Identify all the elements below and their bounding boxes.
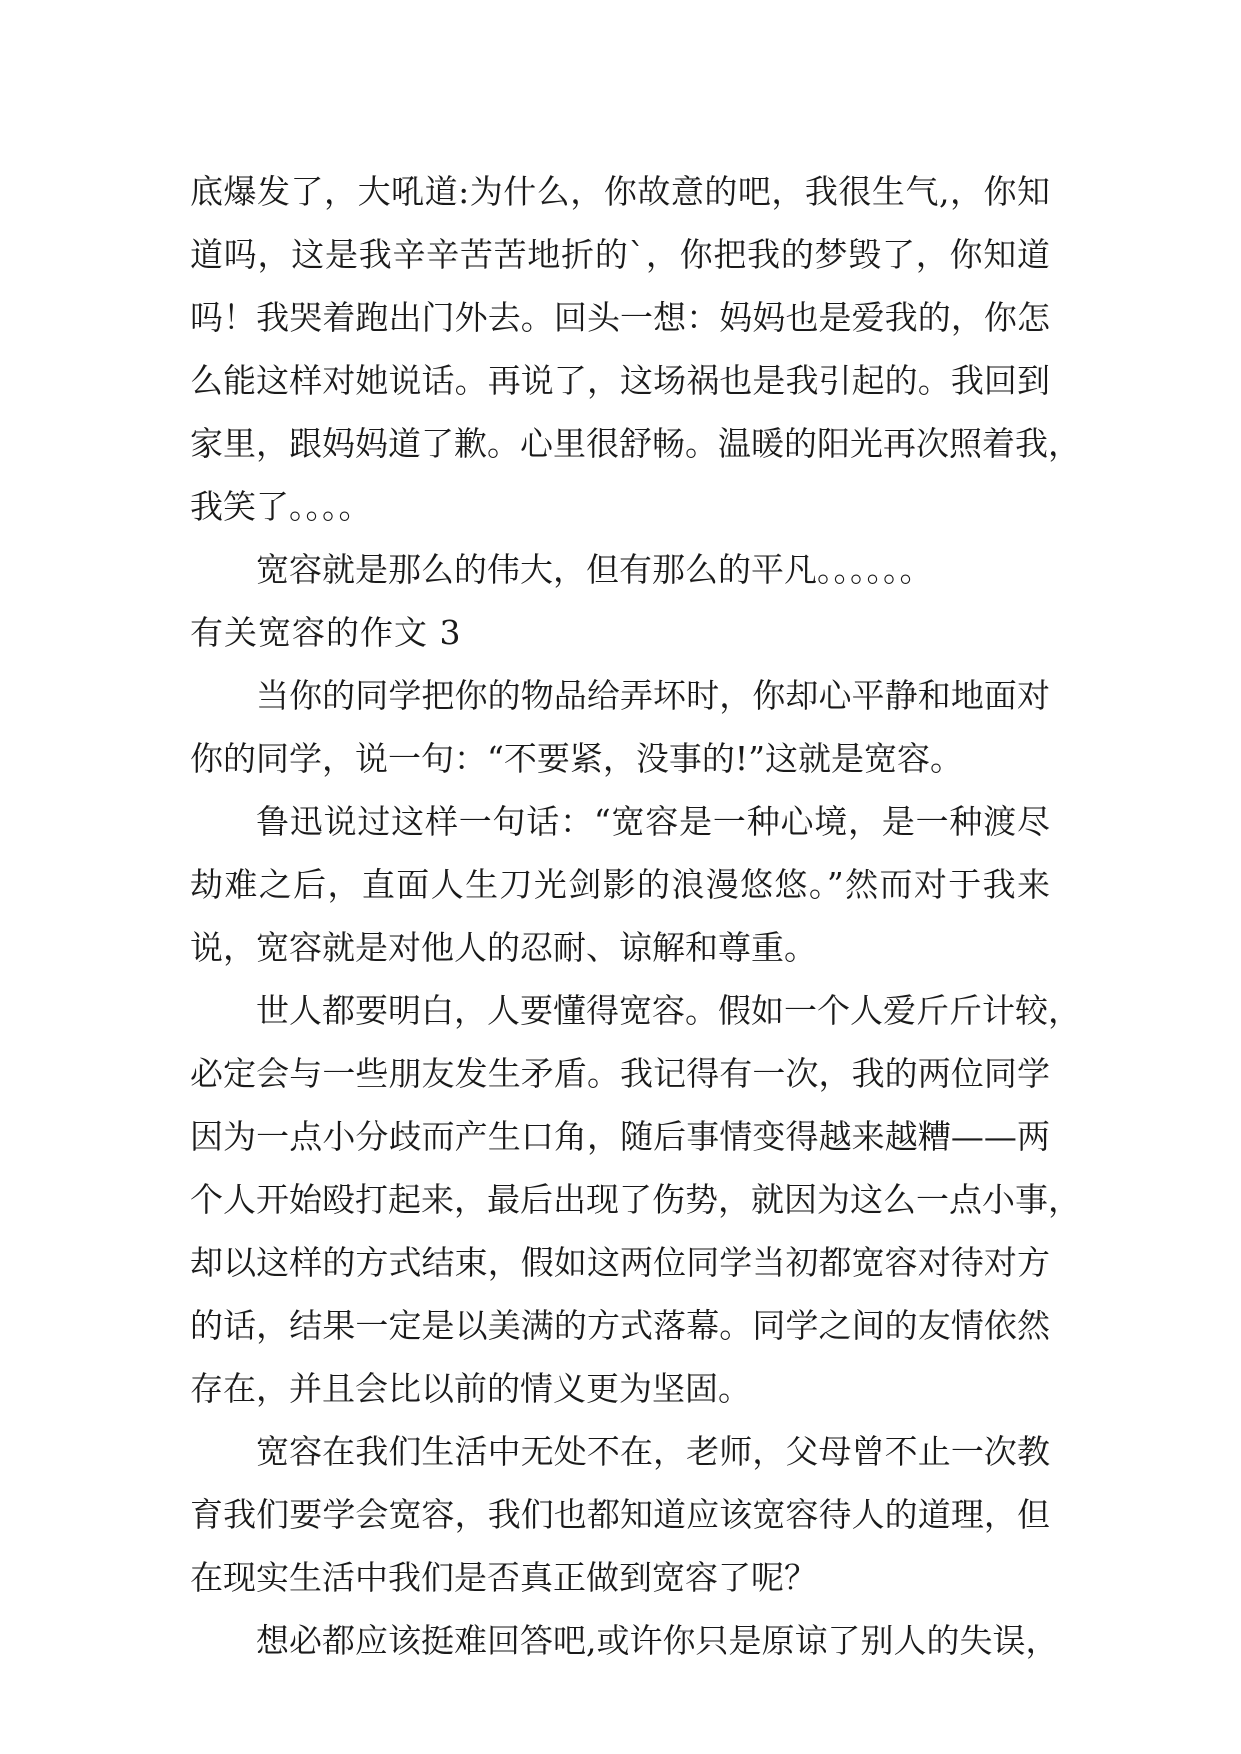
body-line: 却以这样的方式结束，假如这两位同学当初都宽容对待对方 xyxy=(190,1243,1050,1282)
body-line: 因为一点小分歧而产生口角，随后事情变得越来越糟——两 xyxy=(190,1117,1050,1156)
body-line: 么能这样对她说话。再说了，这场祸也是我引起的。我回到 xyxy=(190,361,1050,400)
body-line: 我笑了。。。。 xyxy=(190,487,372,526)
body-line: 存在，并且会比以前的情义更为坚固。 xyxy=(190,1369,751,1408)
body-line: 宽容在我们生活中无处不在，老师，父母曾不止一次教 xyxy=(256,1432,1050,1471)
body-line: 的话，结果一定是以美满的方式落幕。同学之间的友情依然 xyxy=(190,1306,1050,1345)
body-line: 在现实生活中我们是否真正做到宽容了呢？ xyxy=(190,1558,817,1597)
document-body xyxy=(190,160,1081,1672)
body-line: 个人开始殴打起来，最后出现了伤势，就因为这么一点小事， xyxy=(190,1180,1081,1219)
body-line: 想必都应该挺难回答吧,或许你只是原谅了别人的失误， xyxy=(256,1621,1059,1660)
body-line: 必定会与一些朋友发生矛盾。我记得有一次，我的两位同学 xyxy=(190,1054,1050,1093)
body-line: 家里，跟妈妈道了歉。心里很舒畅。温暖的阳光再次照着我， xyxy=(190,424,1081,463)
body-line: 底爆发了，大吼道:为什么，你故意的吧，我很生气,，你知 xyxy=(190,172,1050,211)
body-line: 你的同学，说一句：“不要紧，没事的!”这就是宽容。 xyxy=(190,739,964,778)
body-line: 宽容就是那么的伟大，但有那么的平凡。。。。。。 xyxy=(256,550,933,589)
section-heading: 有关宽容的作文 3 xyxy=(190,613,462,652)
body-line: 世人都要明白，人要懂得宽容。假如一个人爱斤斤计较， xyxy=(256,991,1081,1030)
body-line: 吗！我哭着跑出门外去。回头一想：妈妈也是爱我的，你怎 xyxy=(190,298,1050,337)
body-line: 育我们要学会宽容，我们也都知道应该宽容待人的道理，但 xyxy=(190,1495,1050,1534)
body-line: 劫难之后，直面人生刀光剑影的浪漫悠悠。”然而对于我来 xyxy=(190,865,1050,904)
body-line: 道吗，这是我辛辛苦苦地折的`，你把我的梦毁了，你知道 xyxy=(190,235,1050,274)
body-line: 当你的同学把你的物品给弄坏时，你却心平静和地面对 xyxy=(256,676,1050,715)
body-line: 鲁迅说过这样一句话：“宽容是一种心境，是一种渡尽 xyxy=(256,802,1050,841)
body-line: 说，宽容就是对他人的忍耐、谅解和尊重。 xyxy=(190,928,817,967)
